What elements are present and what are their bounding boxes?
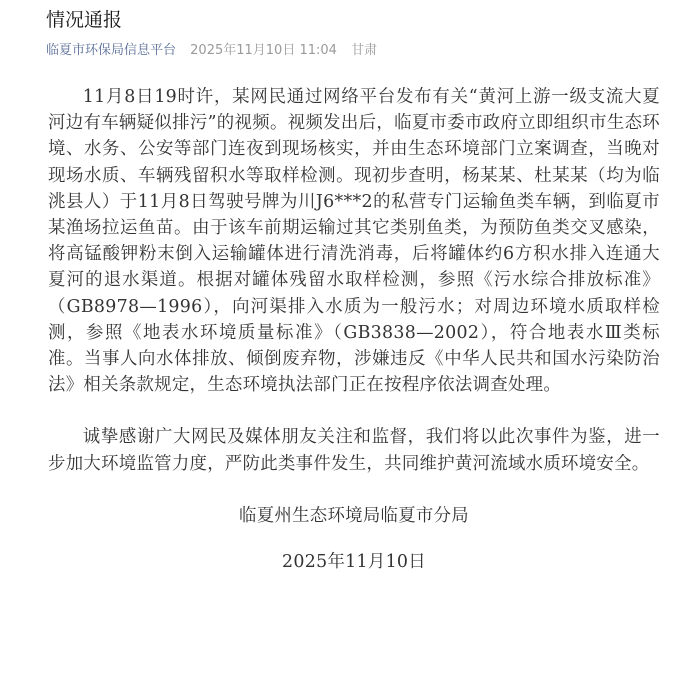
article-paragraph-1: 11月8日19时许，某网民通过网络平台发布有关“黄河上游一级支流大夏河边有车辆疑似排污”的视频。视频发出后，临夏市委市政府立即组织市生态环境、水务、公安等部门连夜到现场核实，并由生态环境部门立案调查，当晚对现场水质、车辆残留积水等取样检测。现初步查明，杨某某、杜某某（均为临洮县人）于11月8日驾驶号牌为川J6***2的私营专门运输鱼类车辆，到临夏市某渔场拉运鱼苗。由于该车前期运输过其它类别鱼类，为预防鱼类交叉感染，将高锰酸钾粉末倒入运输罐体进行清洗消毒，后将罐体约6方积水排入连通大夏河的退水渠道。根据对罐体残留水取样检测，参照《污水综合排放标准》（GB8978—1996），向河渠排入水质为一般污水；对周边环境水质取样检测，参照《地表水环境质量标准》（GB3838—2002），符合地表水Ⅲ类标准。当事人向水体排放、倾倒废弃物，涉嫌违反《中华人民共和国水污染防治法》相关条款规定，生态环境执法部门正在按程序依法调查处理。 — [48, 87, 660, 396]
issuer-signature: 临夏州生态环境局临夏市分局 — [239, 505, 469, 526]
publish-region: 甘肃 — [351, 43, 378, 58]
publish-datetime: 2025年11月10日 11:04 — [190, 43, 337, 58]
article-paragraph-2: 诚挚感谢广大网民及媒体朋友关注和监督，我们将以此次事件为鉴，进一步加大环境监管力度，严防此类事件发生，共同维护黄河流域水质环境安全。 — [48, 427, 660, 474]
article-meta — [46, 42, 377, 60]
article-body — [48, 84, 660, 575]
issue-date: 2025年11月10日 — [282, 552, 426, 573]
page-title: 情况通报 — [46, 9, 123, 31]
source-account-link[interactable]: 临夏市环保局信息平台 — [46, 43, 177, 58]
